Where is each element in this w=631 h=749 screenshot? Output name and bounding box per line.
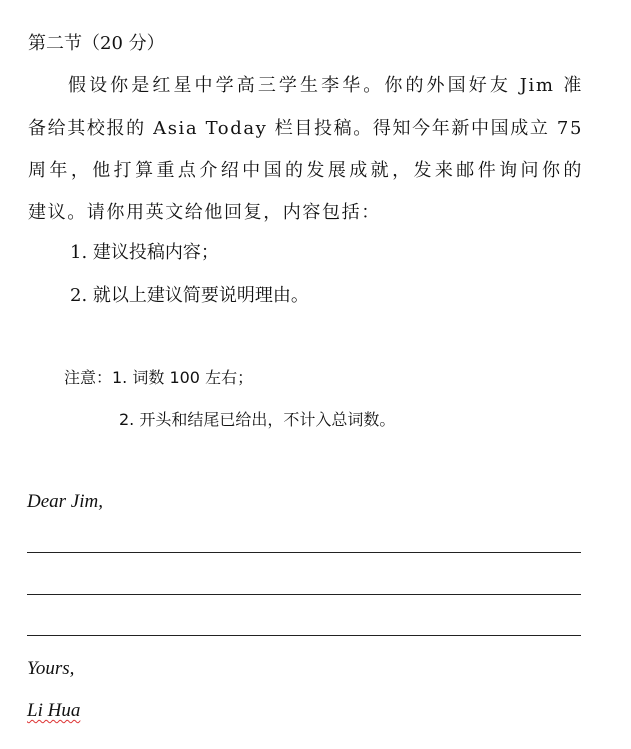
note-line-1: 注意：1. 词数 100 左右； — [64, 368, 254, 387]
requirement-item-2: 2. 就以上建议简要说明理由。 — [70, 285, 309, 306]
note-line-2: 2. 开头和结尾已给出，不计入总词数。 — [119, 410, 396, 429]
prompt-line-3: 周年，他打算重点介绍中国的发展成就，发来邮件询问你的 — [28, 160, 583, 181]
answer-line-1[interactable] — [27, 552, 581, 553]
prompt-line-1: 假设你是红星中学高三学生李华。你的外国好友 Jim 准 — [68, 75, 583, 96]
requirement-item-1: 1. 建议投稿内容； — [70, 242, 219, 263]
answer-line-2[interactable] — [27, 594, 581, 595]
letter-closing: Yours, — [27, 658, 75, 679]
answer-line-3[interactable] — [27, 635, 581, 636]
section-heading: 第二节（20 分） — [28, 33, 165, 54]
letter-greeting: Dear Jim, — [27, 491, 103, 512]
signature-text: Li Hua — [27, 700, 81, 721]
prompt-line-4: 建议。请你用英文给他回复，内容包括： — [28, 202, 381, 223]
letter-signature — [27, 699, 80, 723]
prompt-line-2: 备给其校报的 Asia Today 栏目投稿。得知今年新中国成立 75 — [28, 118, 583, 139]
